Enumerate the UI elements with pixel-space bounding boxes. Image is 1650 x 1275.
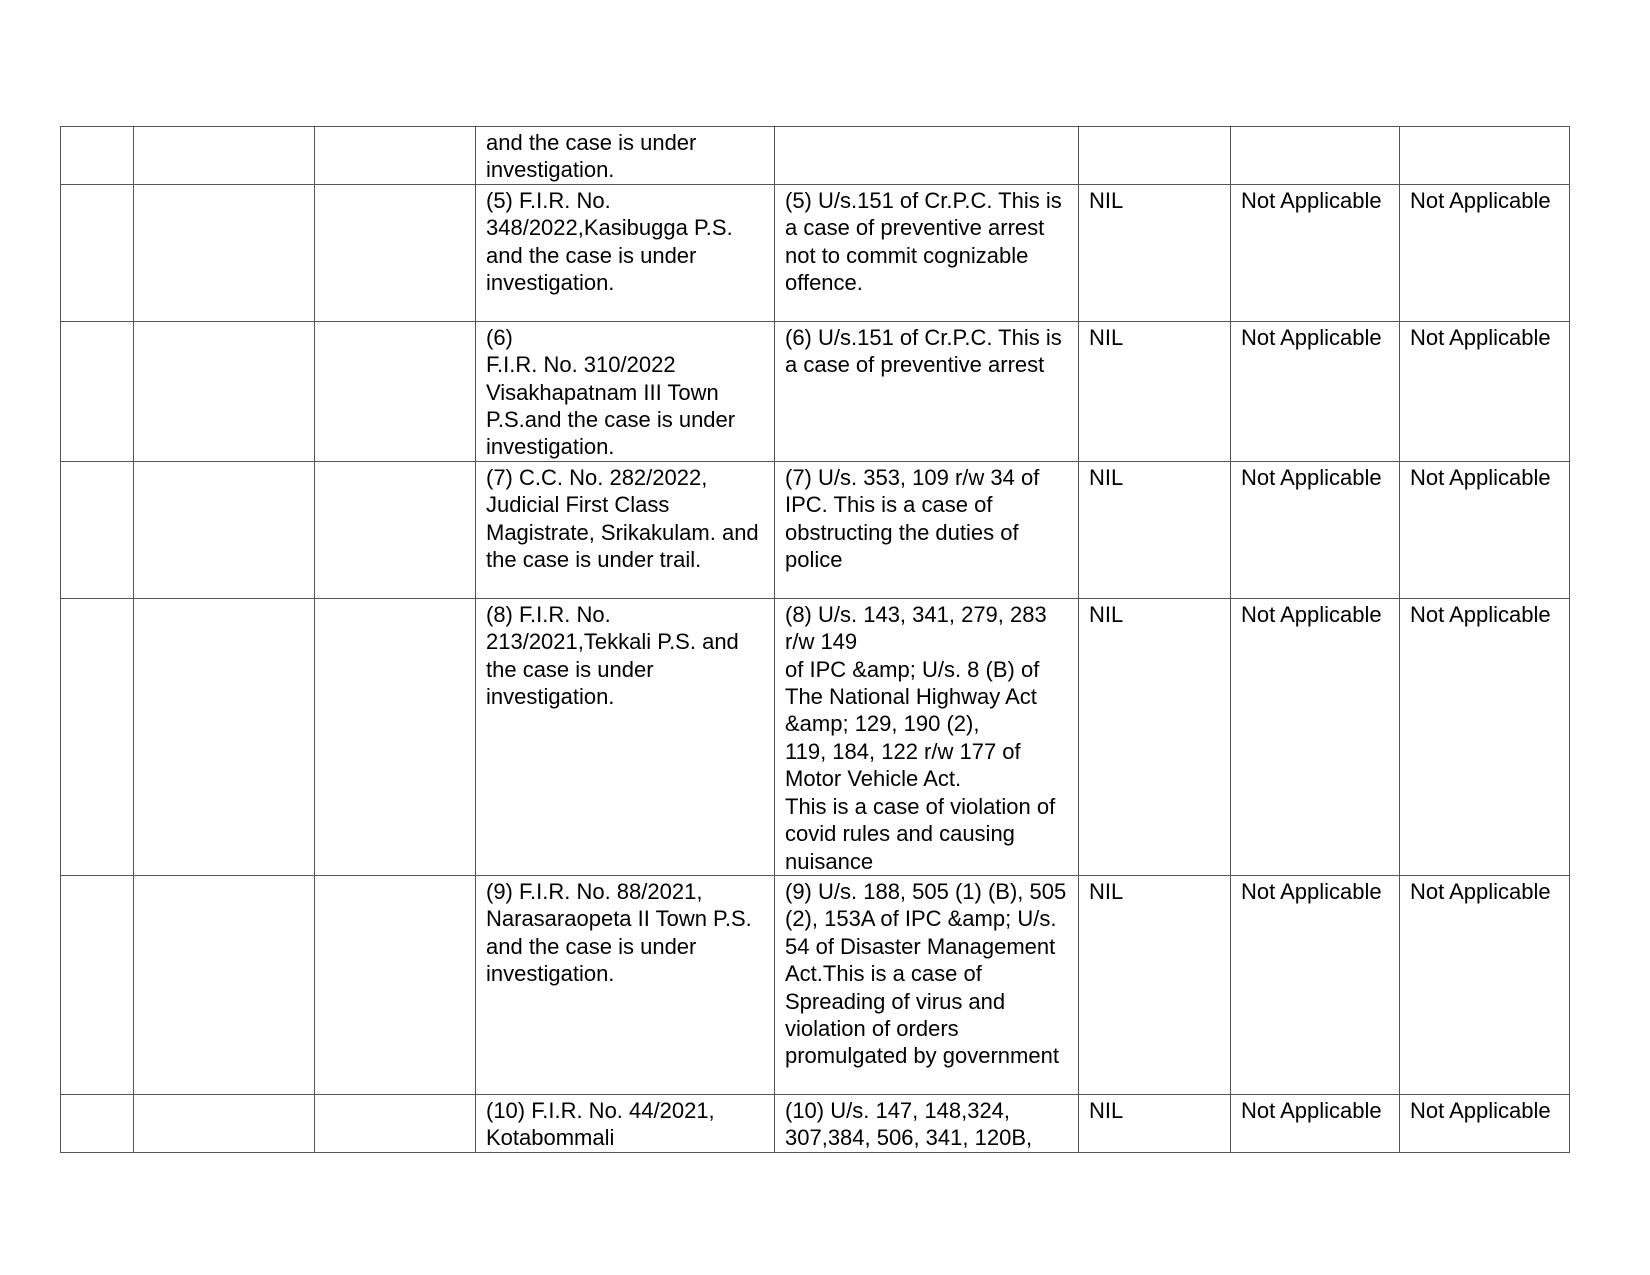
blank-cell xyxy=(315,598,476,875)
serial-cell xyxy=(61,461,134,598)
case-cell: and the case is under investigation. xyxy=(476,127,775,185)
name-cell xyxy=(134,127,315,185)
sections-cell: (7) U/s. 353, 109 r/w 34 of IPC. This is a case of obstructing the duties of police xyxy=(775,461,1079,598)
serial-cell xyxy=(61,321,134,461)
serial-cell xyxy=(61,598,134,875)
applicable-cell: Not Applicable xyxy=(1400,184,1570,321)
applicable-cell: Not Applicable xyxy=(1400,1094,1570,1152)
applicable-cell: Not Applicable xyxy=(1400,875,1570,1094)
table-row xyxy=(61,1094,1570,1152)
applicable-cell: Not Applicable xyxy=(1400,461,1570,598)
applicable-cell: Not Applicable xyxy=(1231,1094,1400,1152)
disposed-cell: NIL xyxy=(1079,598,1231,875)
table-row xyxy=(61,127,1570,185)
serial-cell xyxy=(61,184,134,321)
blank-cell xyxy=(315,1094,476,1152)
applicable-cell: Not Applicable xyxy=(1231,461,1400,598)
case-cell: (10) F.I.R. No. 44/2021, Kotabommali xyxy=(476,1094,775,1152)
case-cell: (8) F.I.R. No. 213/2021,Tekkali P.S. and the case is under investigation. xyxy=(476,598,775,875)
sections-cell: (9) U/s. 188, 505 (1) (B), 505 (2), 153A of IPC &amp; U/s. 54 of Disaster Management Act.This is a case of Spreading of virus and violation of orders promulgated by government xyxy=(775,875,1079,1094)
disposed-cell: NIL xyxy=(1079,1094,1231,1152)
applicable-cell: Not Applicable xyxy=(1231,598,1400,875)
table-row xyxy=(61,184,1570,321)
table-row xyxy=(61,875,1570,1094)
sections-cell: (6) U/s.151 of Cr.P.C. This is a case of preventive arrest xyxy=(775,321,1079,461)
case-cell: (9) F.I.R. No. 88/2021, Narasaraopeta II Town P.S. and the case is under investigation. xyxy=(476,875,775,1094)
disposed-cell: NIL xyxy=(1079,461,1231,598)
blank-cell xyxy=(315,875,476,1094)
applicable-cell xyxy=(1231,127,1400,185)
disposed-cell: NIL xyxy=(1079,184,1231,321)
applicable-cell: Not Applicable xyxy=(1400,321,1570,461)
applicable-cell xyxy=(1400,127,1570,185)
sections-cell: (8) U/s. 143, 341, 279, 283 r/w 149 of IPC &amp; U/s. 8 (B) of The National Highway Act &amp; 129, 190 (2), 119, 184, 122 r/w 177 of Motor Vehicle Act. This is a case of violation of covid rules and causing nuisance xyxy=(775,598,1079,875)
applicable-cell: Not Applicable xyxy=(1400,598,1570,875)
blank-cell xyxy=(315,184,476,321)
applicable-cell: Not Applicable xyxy=(1231,184,1400,321)
table-row xyxy=(61,598,1570,875)
name-cell xyxy=(134,598,315,875)
applicable-cell: Not Applicable xyxy=(1231,321,1400,461)
disposed-cell: NIL xyxy=(1079,321,1231,461)
sections-cell xyxy=(775,127,1079,185)
cases-table xyxy=(60,126,1570,1153)
name-cell xyxy=(134,184,315,321)
serial-cell xyxy=(61,1094,134,1152)
serial-cell xyxy=(61,875,134,1094)
name-cell xyxy=(134,461,315,598)
sections-cell: (5) U/s.151 of Cr.P.C. This is a case of preventive arrest not to commit cognizable offence. xyxy=(775,184,1079,321)
table-row xyxy=(61,461,1570,598)
sections-cell: (10) U/s. 147, 148,324, 307,384, 506, 341, 120B, xyxy=(775,1094,1079,1152)
applicable-cell: Not Applicable xyxy=(1231,875,1400,1094)
case-cell: (6) F.I.R. No. 310/2022 Visakhapatnam III Town P.S.and the case is under investigation. xyxy=(476,321,775,461)
disposed-cell xyxy=(1079,127,1231,185)
name-cell xyxy=(134,875,315,1094)
table-row xyxy=(61,321,1570,461)
disposed-cell: NIL xyxy=(1079,875,1231,1094)
name-cell xyxy=(134,321,315,461)
name-cell xyxy=(134,1094,315,1152)
serial-cell xyxy=(61,127,134,185)
blank-cell xyxy=(315,321,476,461)
case-cell: (7) C.C. No. 282/2022, Judicial First Class Magistrate, Srikakulam. and the case is under trail. xyxy=(476,461,775,598)
blank-cell xyxy=(315,461,476,598)
blank-cell xyxy=(315,127,476,185)
case-cell: (5) F.I.R. No. 348/2022,Kasibugga P.S. and the case is under investigation. xyxy=(476,184,775,321)
